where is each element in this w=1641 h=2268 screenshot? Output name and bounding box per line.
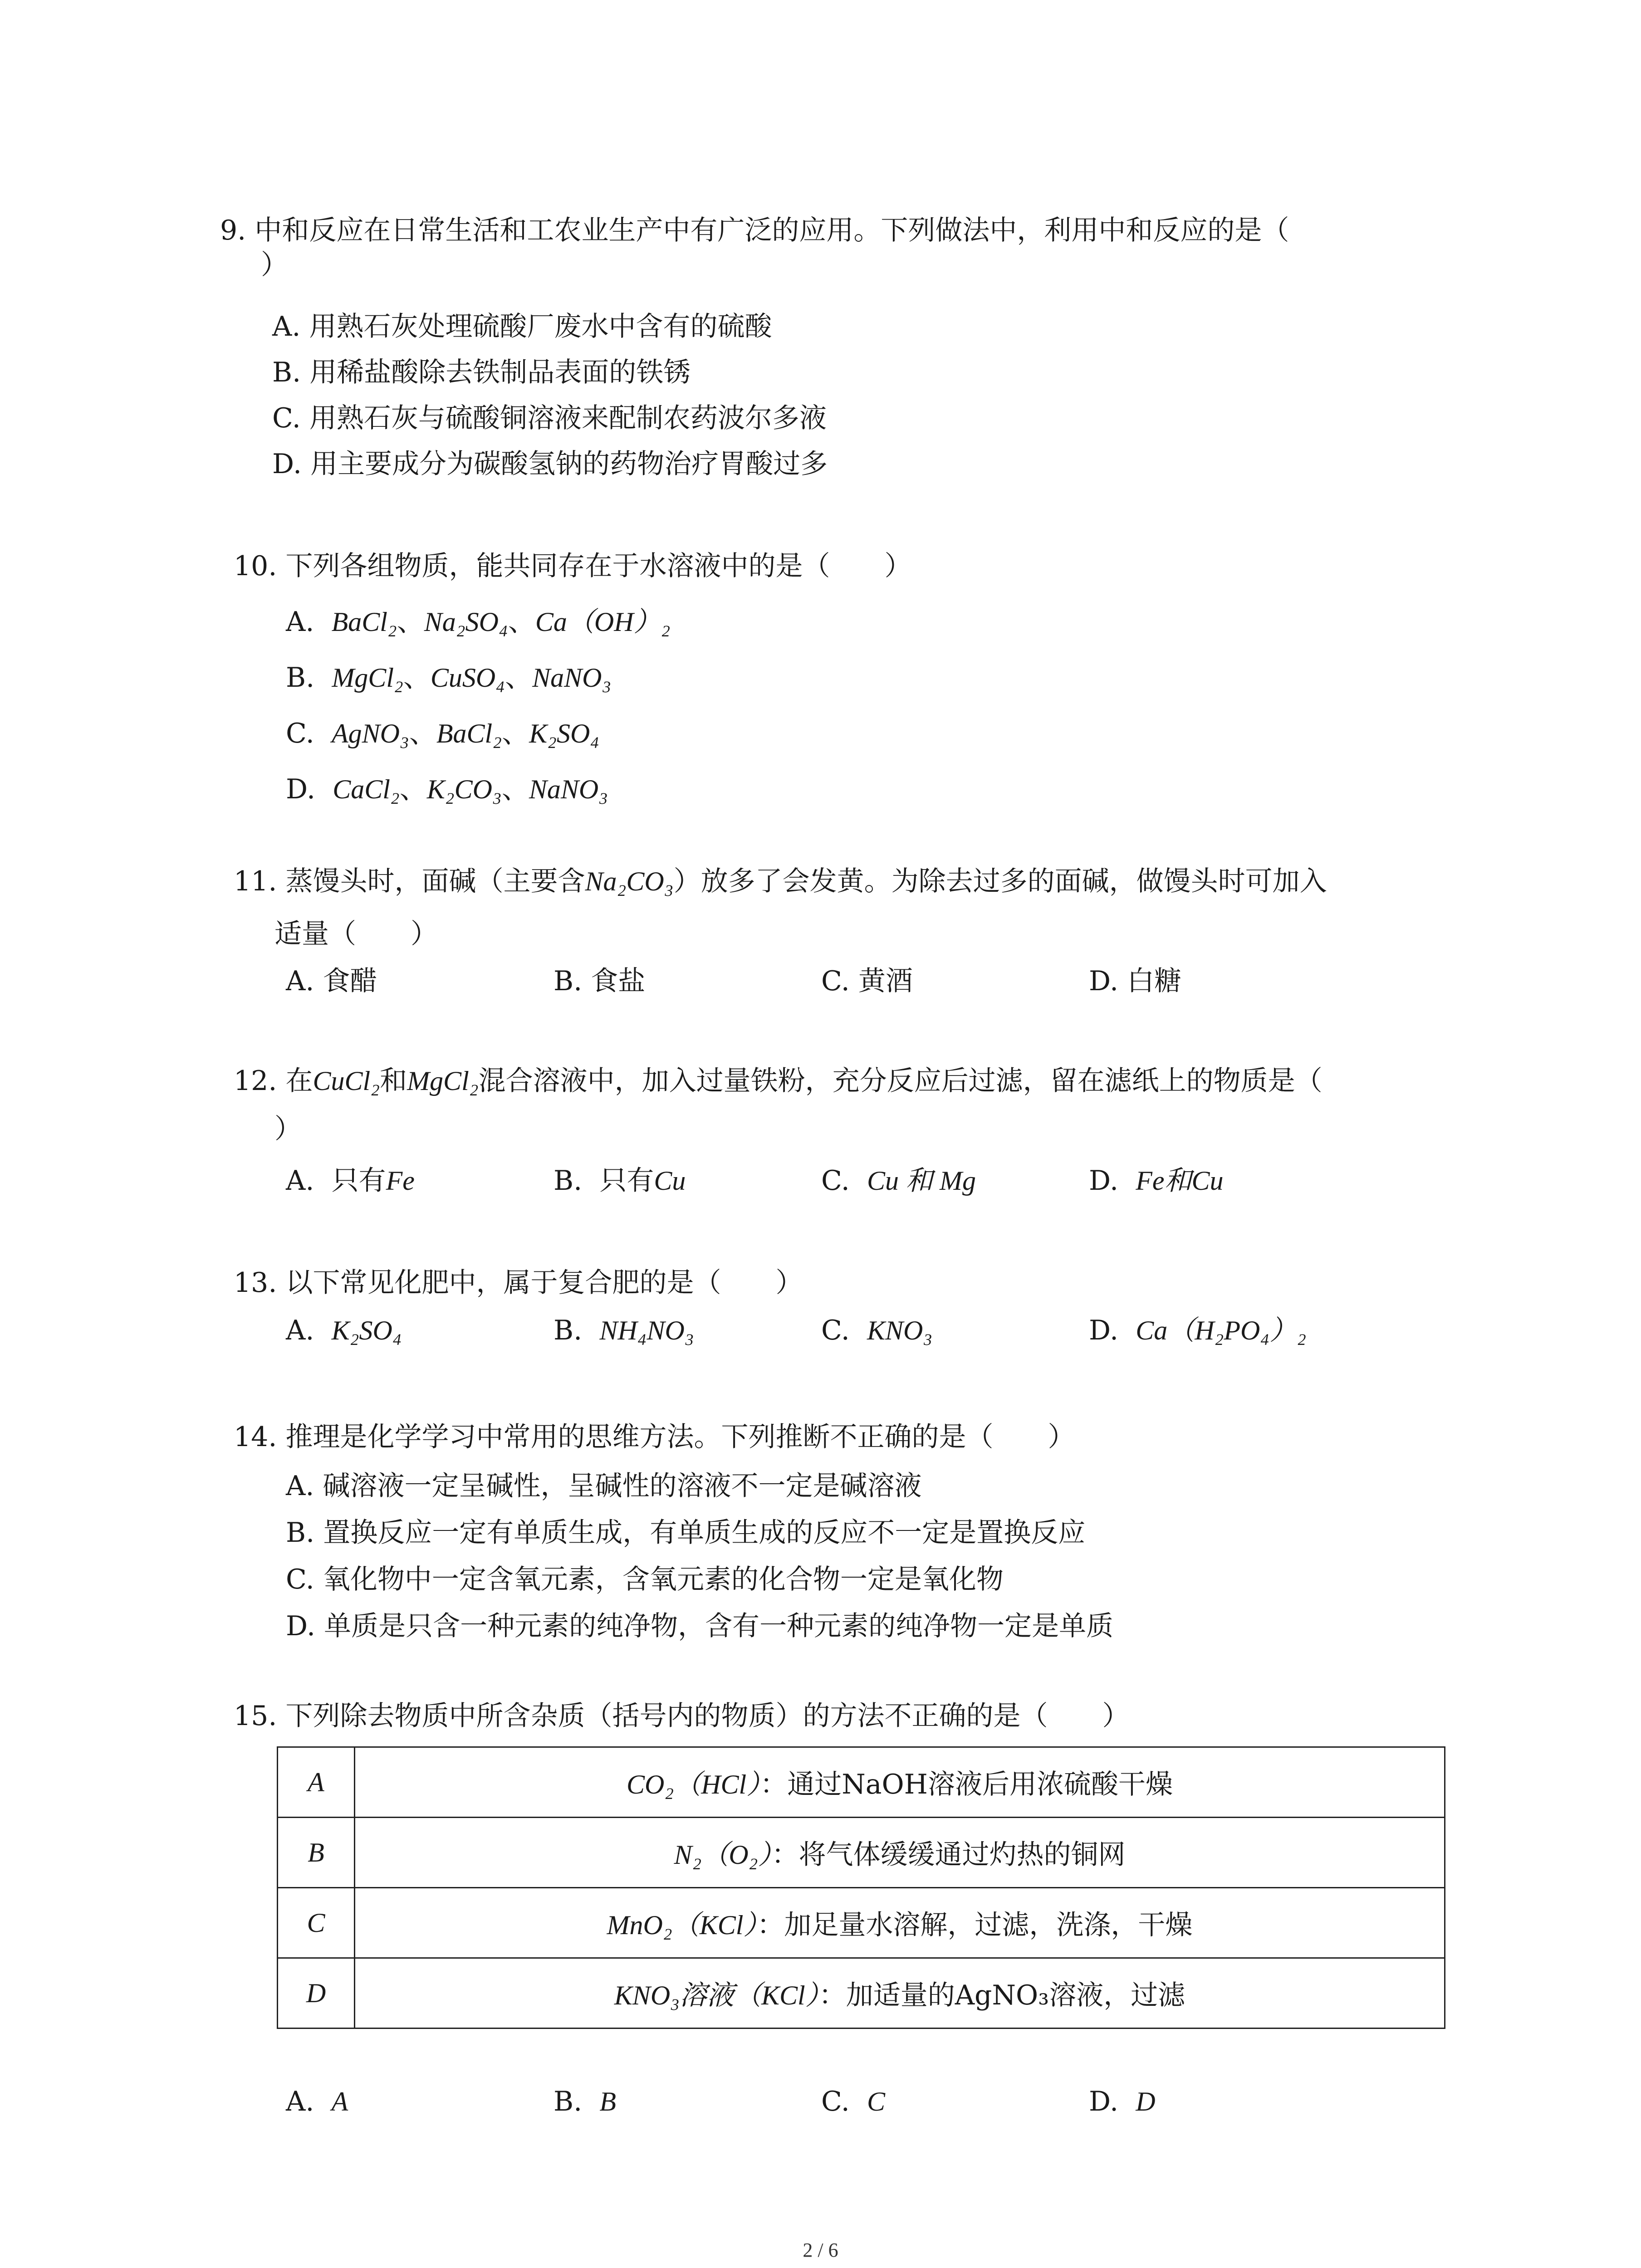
question-9-option-c: C. 用熟石灰与硫酸铜溶液来配制农药波尔多液 [272, 402, 827, 434]
question-12-stem-cont: ） [274, 1113, 302, 1145]
question-14-option-b: B. 置换反应一定有单质生成，有单质生成的反应不一定是置换反应 [286, 1517, 1086, 1549]
question-14-options [286, 1463, 1113, 1650]
table-row-method: N₂（O₂）：将气体缓缓通过灼热的铜网 [355, 1818, 1445, 1888]
question-15-option-c: C. C [821, 2086, 886, 2117]
table-row-label: D [278, 1958, 355, 2028]
question-13-stem: 13. 以下常见化肥中，属于复合肥的是（ ） [234, 1267, 803, 1299]
table-row-label: A [278, 1747, 355, 1818]
table-row-method: KNO₃溶液（KCl）：加适量的AgNO₃溶液，过滤 [355, 1958, 1445, 2028]
question-12-option-d: D. Fe和Cu [1089, 1165, 1224, 1197]
question-9-stem: 9. 中和反应在日常生活和工农业生产中有广泛的应用。下列做法中，利用中和反应的是（ [220, 215, 1289, 246]
table-row-label: C [278, 1888, 355, 1958]
question-10-option-a: A. BaCl₂、Na₂SO₄、Ca（OH）₂ [286, 606, 671, 638]
table-row-method: MnO₂（KCl）：加足量水溶解，过滤，洗涤，干燥 [355, 1888, 1445, 1958]
question-10-stem: 10. 下列各组物质，能共同存在于水溶液中的是（ ） [234, 550, 912, 582]
question-9-stem-cont: ） [261, 249, 288, 281]
question-13-option-a: A. K₂SO₄ [286, 1315, 402, 1346]
question-14-option-d: D. 单质是只含一种元素的纯净物，含有一种元素的纯净物一定是单质 [286, 1610, 1114, 1642]
question-10-option-c: C. AgNO₃、BaCl₂、K₂SO₄ [286, 718, 600, 749]
question-11-option-b: B. 食盐 [554, 965, 646, 997]
question-10-option-b: B. MgCl₂、CuSO₄、NaNO₃ [286, 662, 612, 694]
question-15-option-a: A. A [286, 2086, 348, 2117]
question-9 [220, 213, 1289, 282]
question-9-options [272, 304, 828, 487]
question-10-options [286, 594, 670, 817]
question-11-stem: 11. 蒸馒头时，面碱（主要含Na₂CO₃）放多了会发黄。为除去过多的面碱，做馒头时可加入 [234, 865, 1327, 897]
question-13-option-d: D. Ca（H₂PO₄）₂ [1089, 1315, 1307, 1346]
question-13-option-b: B. NH₄NO₃ [554, 1315, 694, 1346]
question-12-option-c: C. Cu 和 Mg [821, 1165, 976, 1197]
question-10-option-d: D. CaCl₂、K₂CO₃、NaNO₃ [286, 773, 608, 805]
question-13-option-c: C. KNO₃ [821, 1315, 933, 1346]
page-number: 2 / 6 [803, 2239, 838, 2261]
question-14-stem: 14. 推理是化学学习中常用的思维方法。下列推断不正确的是（ ） [234, 1421, 1075, 1453]
question-12 [234, 1064, 1323, 1146]
question-14-option-a: A. 碱溶液一定呈碱性，呈碱性的溶液不一定是碱溶液 [286, 1470, 922, 1502]
question-11-option-d: D. 白糖 [1089, 965, 1182, 997]
question-11-stem-cont: 适量（ ） [274, 918, 438, 950]
table-row [278, 1958, 1445, 2028]
question-15-option-d: D. D [1089, 2086, 1156, 2117]
question-9-option-a: A. 用熟石灰处理硫酸厂废水中含有的硫酸 [272, 311, 772, 342]
question-14-option-c: C. 氧化物中一定含氧元素，含氧元素的化合物一定是氧化物 [286, 1564, 1004, 1595]
table-row-method: CO₂（HCl）：通过NaOH溶液后用浓硫酸干燥 [355, 1747, 1445, 1818]
question-15-stem: 15. 下列除去物质中所含杂质（括号内的物质）的方法不正确的是（ ） [234, 1700, 1130, 1732]
impurity-removal-table [277, 1746, 1445, 2029]
question-12-option-b: B. 只有Cu [554, 1165, 686, 1197]
table-row [278, 1888, 1445, 1958]
question-11-option-c: C. 黄酒 [821, 965, 913, 997]
table-row-label: B [278, 1818, 355, 1888]
question-9-option-d: D. 用主要成分为碳酸氢钠的药物治疗胃酸过多 [272, 448, 828, 480]
question-12-stem: 12. 在CuCl₂和MgCl₂混合溶液中，加入过量铁粉，充分反应后过滤，留在滤纸上的物质是（ [234, 1065, 1323, 1097]
question-15-option-b: B. B [554, 2086, 616, 2117]
table-row [278, 1747, 1445, 1818]
question-12-option-a: A. 只有Fe [286, 1165, 415, 1197]
question-9-option-b: B. 用稀盐酸除去铁制品表面的铁锈 [272, 357, 691, 388]
table-row [278, 1818, 1445, 1888]
question-11-option-a: A. 食醋 [286, 965, 377, 997]
question-11 [234, 864, 1327, 951]
